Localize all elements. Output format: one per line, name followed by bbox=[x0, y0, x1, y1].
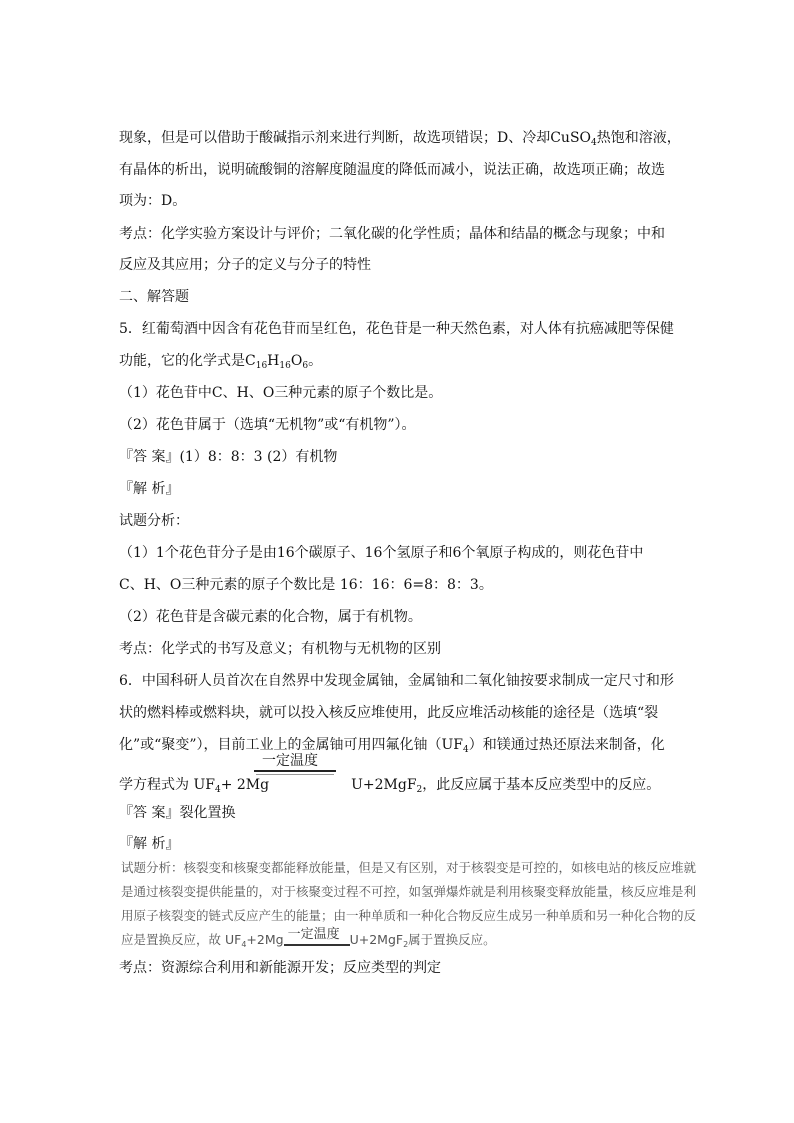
paragraph-line: 项为：D。 bbox=[119, 193, 187, 209]
analysis-line: （1）1个花色苷分子是由16个碳原子、16个氢原子和6个氧原子构成的，则花色苷中 bbox=[119, 545, 644, 561]
reaction-condition: 一定温度 bbox=[254, 750, 336, 786]
question-5-text: 5．红葡萄酒中因含有花色苷而呈红色，花色苷是一种天然色素，对人体有抗癌减肥等保健 bbox=[119, 321, 674, 337]
paragraph-line: 现象，但是可以借助于酸碱指示剂来进行判断，故选项错误；D、冷却CuSO$_4$热饱和溶液， bbox=[119, 130, 681, 148]
chemical-equation: 学方程式为 $UF_4+ 2Mg$ U+2MgF$_2$，此反应属于基本反应类型中的反应。 bbox=[119, 777, 661, 795]
equation-bar bbox=[254, 770, 336, 772]
question-6-text: 化”或“聚变”），目前工业上的金属铀可用四氟化铀$(UF_4)$和镁通过热还原法来制备，化 bbox=[119, 737, 665, 755]
question-6-text: 状的燃料棒或燃料块，就可以投入核反应堆使用，此反应堆活动核能的途径是（选填“裂 bbox=[119, 705, 659, 721]
exam-point: 考点：资源综合利用和新能源开发；反应类型的判定 bbox=[119, 960, 441, 976]
analysis-line: C、H、O三种元素的原子个数比是 16：16：6=8：8：3。 bbox=[119, 577, 493, 593]
analysis-intro: 试题分析： bbox=[119, 513, 189, 529]
exam-point: 考点：化学式的书写及意义；有机物与无机物的区别 bbox=[119, 641, 441, 657]
scanned-reaction-arrow: 一定温度 bbox=[284, 940, 350, 954]
exam-point: 考点：化学实验方案设计与评价；二氧化碳的化学性质；晶体和结晶的概念与现象；中和 bbox=[119, 226, 665, 242]
equation-bar-shadow bbox=[256, 774, 334, 775]
question-5-part-1: （1）花色苷中C、H、O三种元素的原子个数比是。 bbox=[119, 385, 443, 401]
paragraph-line: 有晶体的析出，说明硫酸铜的溶解度随温度的降低而减小，说法正确，故选项正确；故选 bbox=[119, 162, 665, 178]
analysis-label: 『解 析』 bbox=[119, 836, 180, 852]
question-5-formula: 功能，它的化学式是$C_{16}H_{16}O_6$。 bbox=[119, 353, 323, 371]
analysis-label: 『解 析』 bbox=[119, 481, 180, 497]
analysis-line: （2）花色苷是含碳元素的化合物，属于有机物。 bbox=[119, 609, 422, 625]
section-heading: 二、解答题 bbox=[119, 289, 189, 305]
answer-label: 『答 案』裂化置换 bbox=[119, 805, 236, 821]
scanned-equation-bar bbox=[284, 944, 350, 946]
question-5-part-2: （2）花色苷属于（选填“无机物”或“有机物”）。 bbox=[119, 417, 416, 433]
exam-point: 反应及其应用；分子的定义与分子的特性 bbox=[119, 257, 371, 273]
question-6-text: 6．中国科研人员首次在自然界中发现金属铀，金属铀和二氧化铀按要求制成一定尺寸和形 bbox=[119, 673, 674, 689]
scanned-equation-line: 应是置换反应，故 $UF_4+2Mg$ 一定温度 U+2MgF$_2$属于置换反应。 bbox=[121, 931, 496, 954]
answer-label: 『答 案』(1）8：8：3 (2）有机物 bbox=[119, 449, 338, 465]
scanned-analysis-image: 试题分析：核裂变和核聚变都能释放能量，但是又有区别，对于核裂变是可控的，如核电站的核反应堆就 是通过核裂变提供能量的，对于核聚变过程不可控，如氢弹爆炸就是利用核聚变释放能量，核反应堆是利 用原子核裂变的链式反应产生的能量；由一种单质和一种化合物反应生成另一种单质和另一种化合物的反 应是置换反应，故 $UF_4+2Mg$ 一定温度 U+2MgF$_2$属于置换反应。 bbox=[119, 825, 679, 950]
